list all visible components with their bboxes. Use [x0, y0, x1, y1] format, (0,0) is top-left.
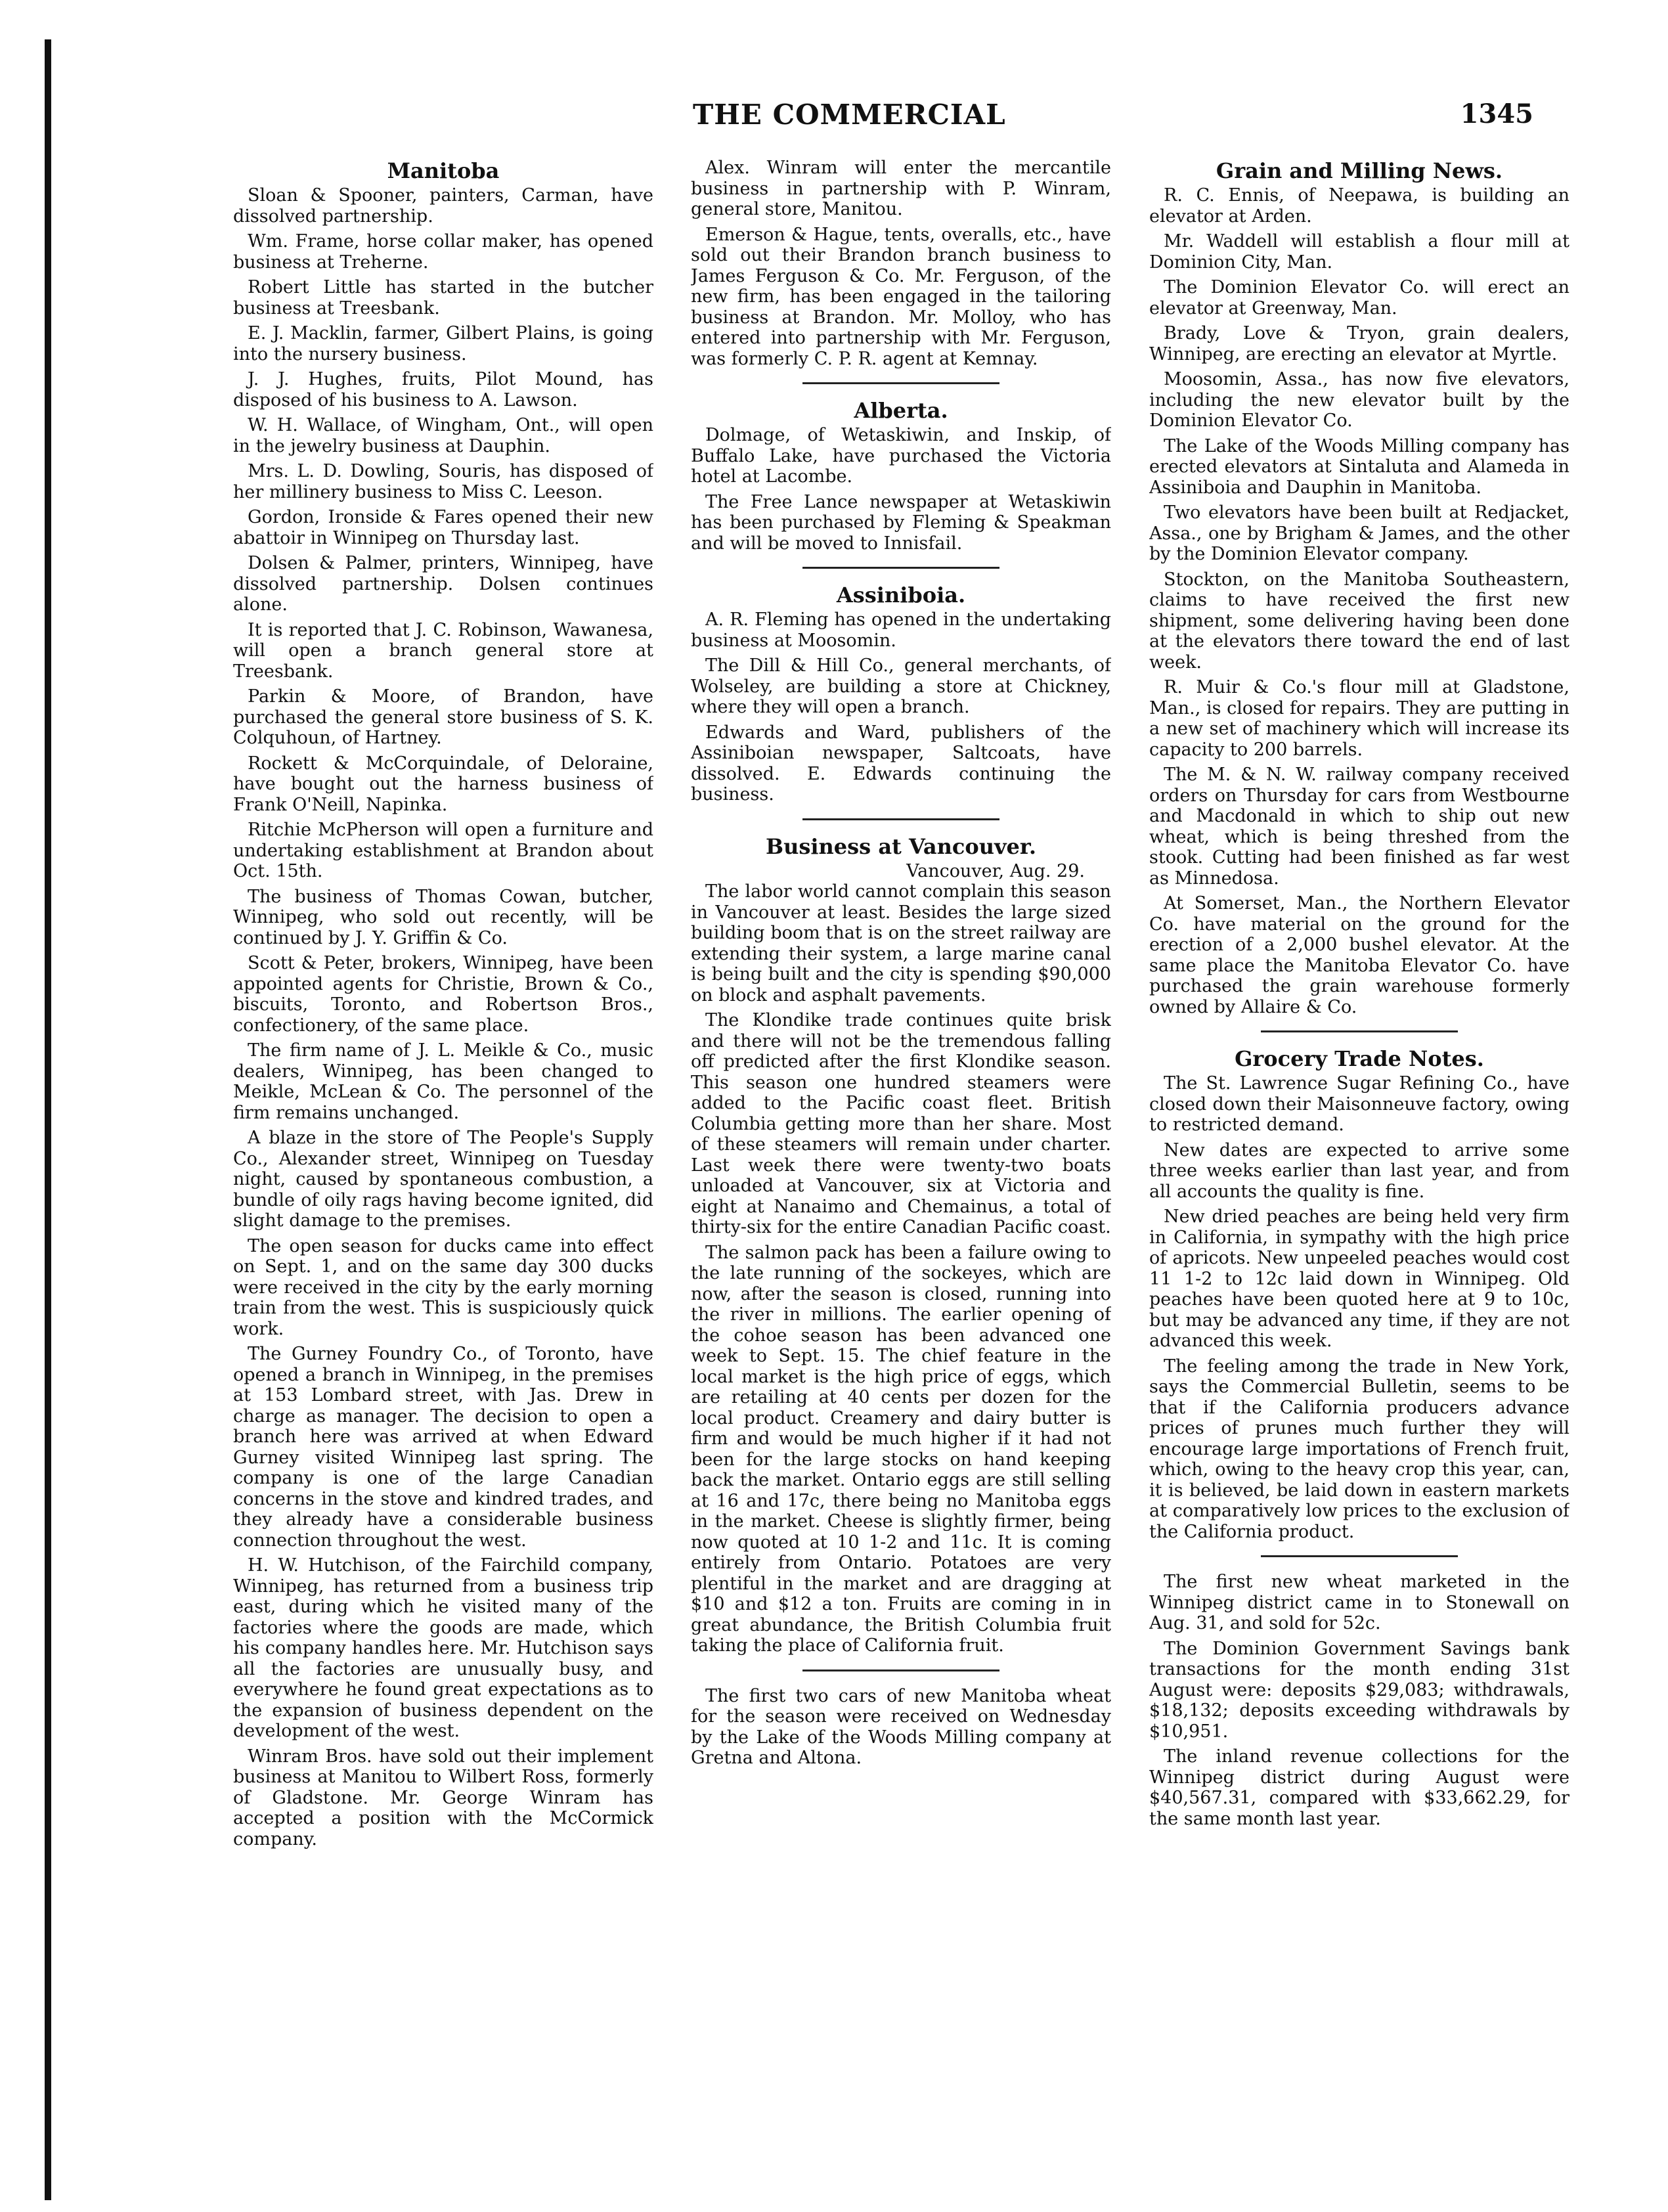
news-item: New dried peaches are being held very firm in California, in sympathy with the high price of apricots. New unpeeled peaches would cost 11 1-2 to 12c laid down in Winnipeg. Old peaches have been quoted here at 9 to 10c, but may be advanced any time, if they are not advanced this week. — [1149, 1206, 1569, 1351]
section-divider — [802, 1670, 999, 1671]
news-item: Two elevators have been built at Redjacket, Assa., one by Brigham & James, and the other by the Dominion Elevator company. — [1149, 502, 1569, 564]
news-item: The business of Thomas Cowan, butcher, Winnipeg, who sold out recently, will be continued by J. Y. Griffin & Co. — [233, 886, 653, 948]
column-3 — [1149, 158, 1569, 2180]
news-item: A blaze in the store of The People's Supply Co., Alexander street, Winnipeg on Tuesday night, caused by spontaneous combustion, a bundle of oily rags having become ignited, did slight damage to the premises. — [233, 1128, 653, 1231]
article-section — [233, 159, 653, 1849]
news-item: Robert Little has started in the butcher business at Treesbank. — [233, 277, 653, 319]
section-heading: Business at Vancouver. — [766, 833, 1036, 859]
news-item: The open season for ducks came into effect on Sept. 1, and on the same day 300 ducks were received in the city by the early morning train from the west. This is suspiciously quick work. — [233, 1235, 653, 1339]
page-header — [693, 99, 1533, 138]
page-binding-edge — [45, 39, 51, 2200]
news-item: Parkin & Moore, of Brandon, have purchased the general store business of S. K. Colquhoun, of Hartney. — [233, 686, 653, 748]
news-item: The Lake of the Woods Milling company has erected elevators at Sintaluta and Alameda in Assiniboia and Dauphin in Manitoba. — [1149, 435, 1569, 498]
news-item: Alex. Winram will enter the mercantile business in partnership with P. Winram, general store, Manitou. — [691, 158, 1111, 219]
news-item: The inland revenue collections for the Winnipeg district during August were $40,567.31, compared with $33,662.29, for the same month last year. — [1149, 1746, 1569, 1829]
news-item: Moosomin, Assa., has now five elevators, including the new elevator built by the Dominion Elevator Co. — [1149, 369, 1569, 431]
news-item: W. H. Wallace, of Wingham, Ont., will open in the jewelry business at Dauphin. — [233, 415, 653, 456]
article-section — [1149, 1030, 1569, 1542]
news-item: Edwards and Ward, publishers of the Assiniboian newspaper, Saltcoats, have dissolved. E. Edwards continuing the business. — [691, 722, 1111, 805]
article-section — [691, 158, 1111, 369]
news-item: The M. & N. W. railway company received orders on Thursday for cars from Westbourne and Macdonald in which to ship out new wheat, which is being threshed from the stook. Cutting had been finished as far west as Minnedosa. — [1149, 764, 1569, 889]
news-item: New dates are expected to arrive some three weeks earlier than last year, and from all accounts the quality is fine. — [1149, 1139, 1569, 1202]
news-item: Brady, Love & Tryon, grain dealers, Winnipeg, are erecting an elevator at Myrtle. — [1149, 323, 1569, 365]
news-item: The first new wheat marketed in the Winnipeg district came in to Stonewall on Aug. 31, and sold for 52c. — [1149, 1572, 1569, 1633]
news-item: Wm. Frame, horse collar maker, has opened business at Treherne. — [233, 231, 653, 273]
news-item: E. J. Macklin, farmer, Gilbert Plains, is going into the nursery business. — [233, 323, 653, 365]
dateline: Vancouver, Aug. 29. — [906, 860, 1085, 881]
news-item: Winram Bros. have sold out their implement business at Manitou to Wilbert Ross, formerly of Gladstone. Mr. George Winram has accepted a position with the McCormick company. — [233, 1746, 653, 1849]
news-item: The salmon pack has been a failure owing to the late running of the sockeyes, which are now, after the season is closed, running into the river in millions. The earlier opening of the cohoe season has been advanced one week to Sept. 15. The chief feature in the local market is the high price of eggs, which are retailing at 40 cents per dozen for the local product. Creamery and dairy butter is firm and would be much higher if it had not been for the large stocks on hand keeping back the market. Ontario eggs are still selling at 16 and 17c, there being no Manitoba eggs in the market. Cheese is slightly firmer, being now quoted at 10 1-2 and 11c. It is coming entirely from Ontario. Potatoes are very plentiful in the market and are dragging at $10 and $12 a ton. Fruits are coming in in great abundance, the British Columbia fruit taking the place of California fruit. — [691, 1242, 1111, 1656]
section-heading: Grain and Milling News. — [1216, 158, 1503, 183]
news-item: Scott & Peter, brokers, Winnipeg, have been appointed agents for Christie, Brown & Co., biscuits, Toronto, and Robertson Bros., confectionery, of the same place. — [233, 953, 653, 1036]
section-heading: Alberta. — [854, 398, 948, 423]
news-item: The Dominion Elevator Co. will erect an elevator at Greenway, Man. — [1149, 277, 1569, 319]
news-item: The Klondike trade continues quite brisk and there will not be the tremendous falling off predicted after the first Klondike season. This season one hundred steamers were added to the Pacific coast fleet. British Columbia getting more than her share. Most of these steamers will remain under charter. Last week there were twenty-two boats unloaded at Vancouver, six at Victoria and eight at Nanaimo and Chemainus, a total of thirty-six for the entire Canadian Pacific coast. — [691, 1010, 1111, 1237]
news-item: Dolsen & Palmer, printers, Winnipeg, have dissolved partnership. Dolsen continues alone. — [233, 553, 653, 615]
news-item: Stockton, on the Manitoba Southeastern, claims to have received the first new shipment, some delivering having been done at the elevators there toward the end of last week. — [1149, 569, 1569, 673]
news-item: Mr. Waddell will establish a flour mill at Dominion City, Man. — [1149, 231, 1569, 273]
news-item: The firm name of J. L. Meikle & Co., music dealers, Winnipeg, has been changed to Meikle, McLean & Co. The personnel of the firm remains unchanged. — [233, 1040, 653, 1123]
news-item: A. R. Fleming has opened in the undertaking business at Moosomin. — [691, 609, 1111, 651]
news-item: The St. Lawrence Sugar Refining Co., have closed down their Maisonneuve factory, owing to restricted demand. — [1149, 1073, 1569, 1135]
news-item: Mrs. L. D. Dowling, Souris, has disposed of her millinery business to Miss C. Leeson. — [233, 461, 653, 502]
news-item: R. Muir & Co.'s flour mill at Gladstone, Man., is closed for repairs. They are putting in a new set of machinery which will increase its capacity to 200 barrels. — [1149, 677, 1569, 760]
section-heading: Grocery Trade Notes. — [1235, 1046, 1484, 1071]
news-item: The labor world cannot complain this season in Vancouver at least. Besides the large sized building boom that is on the street railway are extending their system, a large marine canal is being built and the city is spending $90,000 on block and asphalt pavements. — [691, 881, 1111, 1006]
news-item: The first two cars of new Manitoba wheat for the season were received on Wednesday by the Lake of the Woods Milling company at Gretna and Altona. — [691, 1685, 1111, 1768]
section-divider — [1261, 1555, 1458, 1557]
article-section — [691, 567, 1111, 805]
article-section — [691, 382, 1111, 554]
news-item: It is reported that J. C. Robinson, Wawanesa, will open a branch general store at Treesbank. — [233, 619, 653, 682]
article-section — [1149, 159, 1569, 1017]
section-divider — [802, 382, 999, 384]
news-item: H. W. Hutchison, of the Fairchild company, Winnipeg, has returned from a business trip east, during which he visited many of the factories where the goods are made, which his company handles here. Mr. Hutchison says all the factories are unusually busy, and everywhere he found great expectations as to the expansion of business dependent on the development of the west. — [233, 1555, 653, 1741]
section-heading: Manitoba — [387, 158, 500, 183]
news-item: The Dill & Hill Co., general merchants, of Wolseley, are building a store at Chickney, where they will open a branch. — [691, 655, 1111, 717]
section-divider — [802, 567, 999, 569]
column-2 — [691, 158, 1111, 2180]
news-item: At Somerset, Man., the Northern Elevator Co. have material on the ground for the erection of a 2,000 bushel elevator. At the same place the Manitoba Elevator Co. have purchased the grain warehouse formerly owned by Allaire & Co. — [1149, 893, 1569, 1017]
news-item: Rockett & McCorquindale, of Deloraine, have bought out the harness business of Frank O'Neill, Napinka. — [233, 753, 653, 815]
news-item: The feeling among the trade in New York, says the Commercial Bulletin, seems to be that if the California producers advance prices of prunes much further they will encourage large importations of French fruit, which, owing to the heavy crop this year, can, it is believed, be laid down in eastern markets at comparatively low prices to the exclusion of the California product. — [1149, 1356, 1569, 1542]
section-divider — [802, 818, 999, 820]
news-item: Ritchie McPherson will open a furniture and undertaking establishment at Brandon about Oct. 15th. — [233, 820, 653, 881]
news-item: Gordon, Ironside & Fares opened their new abattoir in Winnipeg on Thursday last. — [233, 507, 653, 548]
article-section — [1149, 1555, 1569, 1829]
news-item: The Free Lance newspaper at Wetaskiwin has been purchased by Fleming & Speakman and will be moved to Innisfail. — [691, 491, 1111, 554]
section-divider — [1261, 1030, 1458, 1032]
news-item: Sloan & Spooner, painters, Carman, have dissolved partnership. — [233, 185, 653, 227]
column-1 — [233, 158, 653, 2180]
article-section — [691, 818, 1111, 1656]
news-item: Dolmage, of Wetaskiwin, and Inskip, of Buffalo Lake, have purchased the Victoria hotel at Lacombe. — [691, 425, 1111, 487]
news-item: The Gurney Foundry Co., of Toronto, have opened a branch in Winnipeg, in the premises at 153 Lombard street, with Jas. Drew in charge as manager. The decision to open a branch here was arrived at when Edward Gurney visited Winnipeg last spring. The company is one of the large Canadian concerns in the stove and kindred trades, and they already have a considerable business connection throughout the west. — [233, 1344, 653, 1551]
news-item: J. J. Hughes, fruits, Pilot Mound, has disposed of his business to A. Lawson. — [233, 369, 653, 410]
news-item: The Dominion Government Savings bank transactions for the month ending 31st August were: deposits $29,083; withdrawals, $18,132; deposits exceeding withdrawals by $10,951. — [1149, 1638, 1569, 1742]
news-item: Emerson & Hague, tents, overalls, etc., have sold out their Brandon branch business to James Ferguson & Co. Mr. Ferguson, of the new firm, has been engaged in the tailoring business at Brandon. Mr. Molloy, who has entered into partnership with Mr. Ferguson, was formerly C. P. R. agent at Kemnay. — [691, 224, 1111, 369]
news-item: R. C. Ennis, of Neepawa, is building an elevator at Arden. — [1149, 185, 1569, 227]
page-number: 1345 — [1460, 99, 1533, 129]
article-section — [691, 1670, 1111, 1769]
section-heading: Assiniboia. — [836, 583, 966, 608]
publication-title: THE COMMERCIAL — [693, 99, 1006, 131]
